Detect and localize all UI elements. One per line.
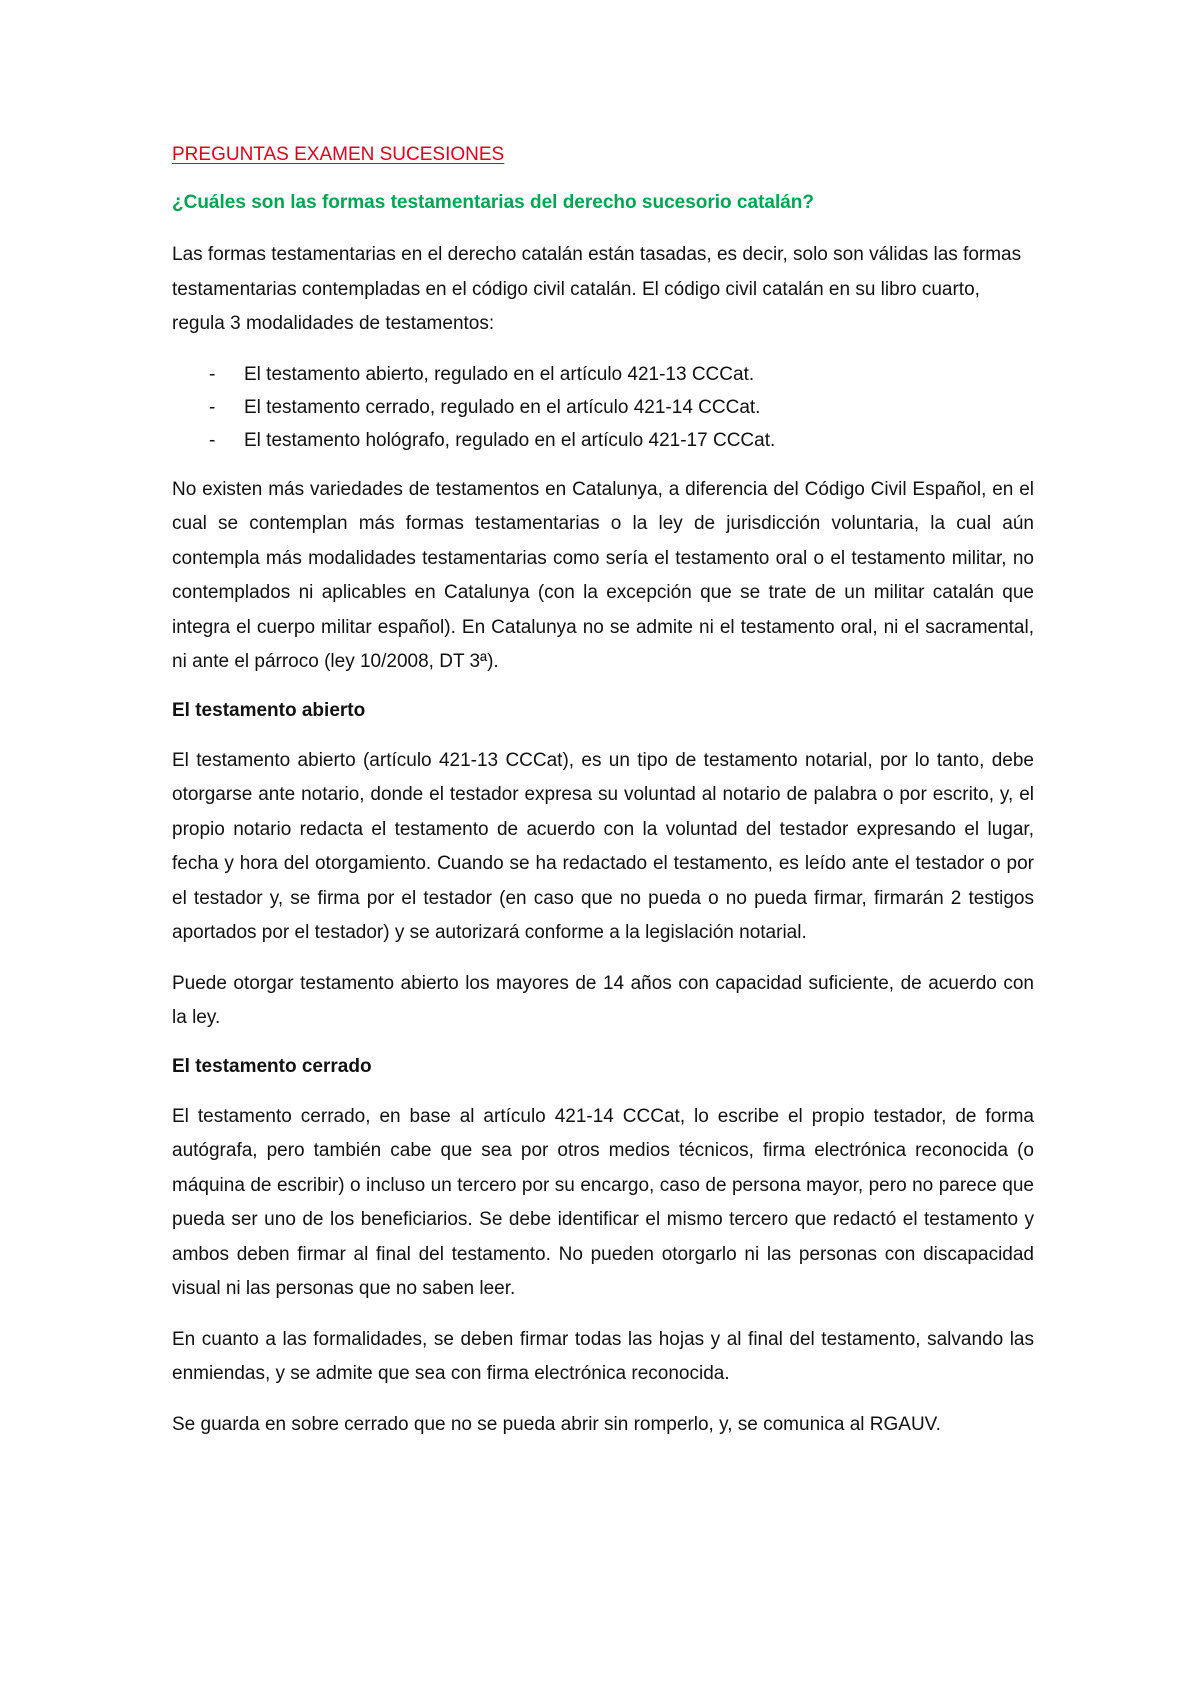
abierto-paragraph-1: El testamento abierto (artículo 421-13 CCCat), es un tipo de testamento notarial, por lo tanto, debe otorgarse ante notario, donde el testador expresa su voluntad al notario de palabra o por escrito, y, el propio notario redacta el testamento de acuerdo con la voluntad del testador expresando el lugar, fecha y hora del otorgamiento. Cuando se ha redactado el testamento, es leído ante el testador o por el testador y, se firma por el testador (en caso que no pueda o no pueda firmar, firmarán 2 testigos aportados por el testador) y se autorizará conforme a la legislación notarial. [172, 749, 1034, 943]
list-item [172, 391, 1034, 424]
cerrado-paragraph-3: Se guarda en sobre cerrado que no se pueda abrir sin romperlo, y, se comunica al RGAUV. [172, 1413, 941, 1435]
list-dash: - [209, 363, 216, 385]
document-page [172, 142, 1034, 1458]
list-item-text: El testamento hológrafo, regulado en el artículo 421-17 CCCat. [244, 429, 776, 451]
testament-types-list [172, 358, 1034, 457]
list-item-text: El testamento cerrado, regulado en el artículo 421-14 CCCat. [244, 396, 761, 418]
intro-paragraph: Las formas testamentarias en el derecho catalán están tasadas, es decir, solo son válidas las formas testamentarias contempladas en el código civil catalán. El código civil catalán en su libro cuarto, regula 3 modalidades de testamentos: [172, 244, 1022, 334]
document-title: PREGUNTAS EXAMEN SUCESIONES [172, 144, 505, 165]
question-heading: ¿Cuáles son las formas testamentarias del derecho sucesorio catalán? [172, 192, 815, 213]
cerrado-paragraph-1: El testamento cerrado, en base al artículo 421-14 CCCat, lo escribe el propio testador, de forma autógrafa, pero también cabe que sea por otros medios técnicos, firma electrónica reconocida (o máquina de escribir) o incluso un tercero por su encargo, caso de persona mayor, pero no parece que pueda ser uno de los beneficiarios. Se debe identificar el mismo tercero que redactó el testamento y ambos deben firmar al final del testamento. No pueden otorgarlo ni las personas con discapacidad visual ni las personas que no saben leer. [172, 1105, 1034, 1299]
cerrado-paragraph-2: En cuanto a las formalidades, se deben firmar todas las hojas y al final del testamento, salvando las enmiendas, y se admite que sea con firma electrónica reconocida. [172, 1328, 1034, 1384]
list-dash: - [209, 396, 216, 418]
abierto-paragraph-2: Puede otorgar testamento abierto los mayores de 14 años con capacidad suficiente, de acuerdo con la ley. [172, 972, 1034, 1028]
section-heading-cerrado: El testamento cerrado [172, 1055, 372, 1077]
list-item [172, 424, 1034, 457]
no-existen-paragraph: No existen más variedades de testamentos en Catalunya, a diferencia del Código Civil Español, en el cual se contemplan más formas testamentarias o la ley de jurisdicción voluntaria, la cual aún contempla más modalidades testamentarias como sería el testamento oral o el testamento militar, no contemplados ni aplicables en Catalunya (con la excepción que se trate de un militar catalán que integra el cuerpo militar español). En Catalunya no se admite ni el testamento oral, ni el sacramental, ni ante el párroco (ley 10/2008, DT 3ª). [172, 478, 1034, 672]
list-dash: - [209, 429, 216, 451]
list-item [172, 358, 1034, 391]
section-heading-abierto: El testamento abierto [172, 699, 366, 721]
list-item-text: El testamento abierto, regulado en el artículo 421-13 CCCat. [244, 363, 755, 385]
